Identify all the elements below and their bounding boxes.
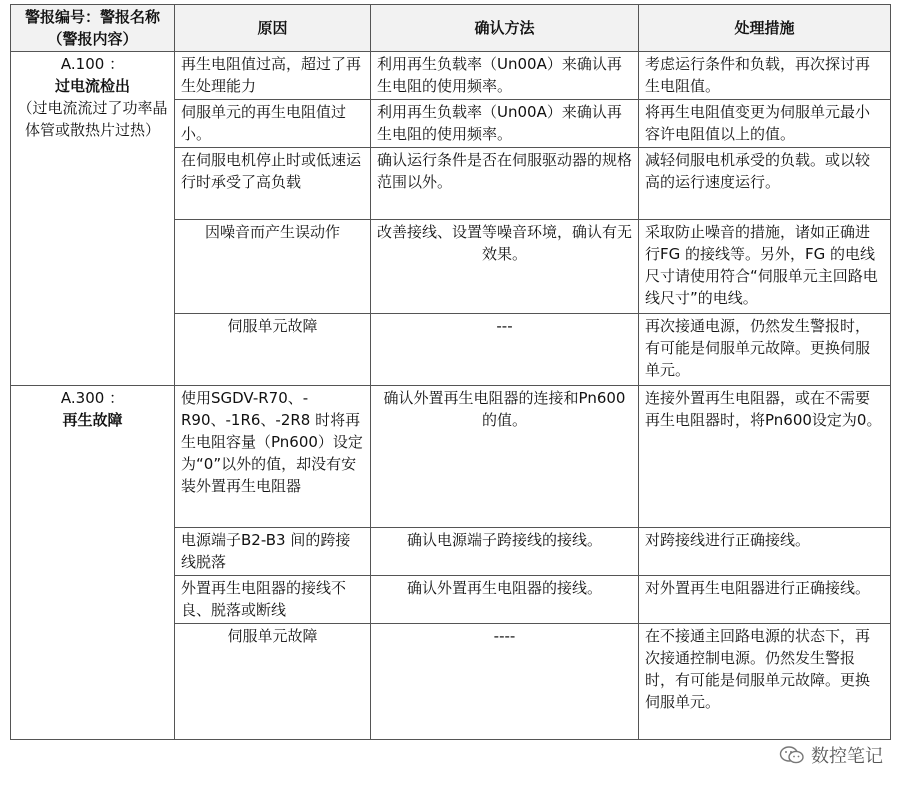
check-cell: 改善接线、设置等噪音环境，确认有无效果。 <box>371 220 639 314</box>
action-cell: 在不接通主回路电源的状态下，再次接通控制电源。仍然发生警报时，有可能是伺服单元故障。更换伺服单元。 <box>639 624 891 740</box>
check-cell: 确认外置再生电阻器的连接和Pn600 的值。 <box>371 386 639 528</box>
check-cell: ---- <box>371 624 639 740</box>
cause-cell: 在伺服电机停止时或低速运行时承受了高负载 <box>175 148 371 220</box>
action-cell: 连接外置再生电阻器，或在不需要再生电阻器时，将Pn600设定为0。 <box>639 386 891 528</box>
action-cell: 对跨接线进行正确接线。 <box>639 528 891 576</box>
cause-cell: 外置再生电阻器的接线不良、脱落或断线 <box>175 576 371 624</box>
action-cell: 采取防止噪音的措施，诸如正确进行FG 的接线等。另外，FG 的电线尺寸请使用符合“伺服单元主回路电线尺寸”的电线。 <box>639 220 891 314</box>
alarm-number: A.300 ： <box>60 389 125 407</box>
action-cell: 考虑运行条件和负载，再次探讨再生电阻值。 <box>639 52 891 100</box>
check-cell: --- <box>371 314 639 386</box>
wechat-icon <box>779 745 805 765</box>
alarm-code-cell <box>11 52 175 386</box>
header-action: 处理措施 <box>639 5 891 52</box>
watermark <box>779 742 883 768</box>
table-row <box>11 52 891 100</box>
alarm-title: 过电流检出 <box>54 77 130 95</box>
header-check: 确认方法 <box>371 5 639 52</box>
cause-cell: 再生电阻值过高，超过了再生处理能力 <box>175 52 371 100</box>
alarm-title: 再生故障 <box>62 411 123 429</box>
action-cell: 将再生电阻值变更为伺服单元最小容许电阻值以上的值。 <box>639 100 891 148</box>
check-cell: 利用再生负载率（Un00A）来确认再生电阻的使用频率。 <box>371 100 639 148</box>
watermark-text: 数控笔记 <box>811 746 883 767</box>
action-cell: 再次接通电源，仍然发生警报时，有可能是伺服单元故障。更换伺服单元。 <box>639 314 891 386</box>
action-cell: 对外置再生电阻器进行正确接线。 <box>639 576 891 624</box>
alarm-number: A.100 ： <box>60 55 125 73</box>
check-cell: 利用再生负载率（Un00A）来确认再生电阻的使用频率。 <box>371 52 639 100</box>
alarm-detail: （过电流流过了功率晶体管或散热片过热） <box>17 99 168 139</box>
cause-cell: 伺服单元故障 <box>175 314 371 386</box>
header-code: 警报编号：警报名称（警报内容） <box>11 5 175 52</box>
header-cause: 原因 <box>175 5 371 52</box>
action-cell: 减轻伺服电机承受的负载。或以较高的运行速度运行。 <box>639 148 891 220</box>
check-cell: 确认外置再生电阻器的接线。 <box>371 576 639 624</box>
alarm-table <box>10 4 891 740</box>
header-row <box>11 5 891 52</box>
table-row <box>11 386 891 528</box>
cause-cell: 伺服单元的再生电阻值过小。 <box>175 100 371 148</box>
check-cell: 确认电源端子跨接线的接线。 <box>371 528 639 576</box>
cause-cell: 伺服单元故障 <box>175 624 371 740</box>
alarm-code-cell <box>11 386 175 740</box>
cause-cell: 电源端子B2-B3 间的跨接线脱落 <box>175 528 371 576</box>
check-cell: 确认运行条件是否在伺服驱动器的规格范围以外。 <box>371 148 639 220</box>
cause-cell: 使用SGDV-R70、-R90、-1R6、-2R8 时将再生电阻容量（Pn600）设定为“0”以外的值，却没有安装外置再生电阻器 <box>175 386 371 528</box>
cause-cell: 因噪音而产生误动作 <box>175 220 371 314</box>
